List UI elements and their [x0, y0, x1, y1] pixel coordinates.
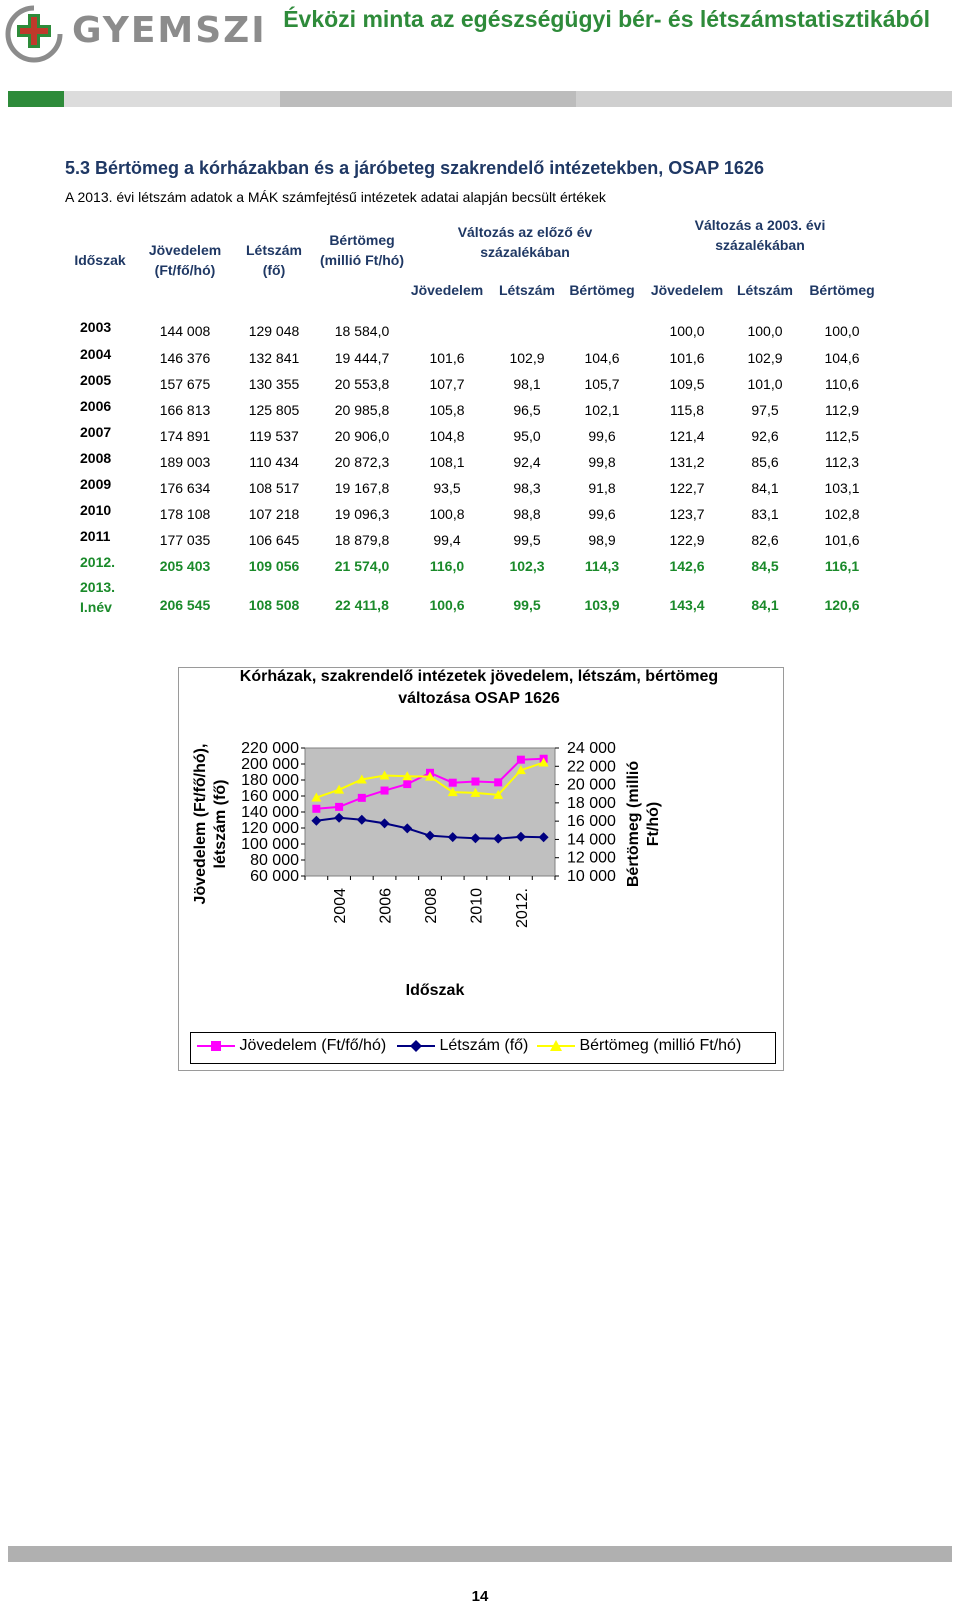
cell-inc: 146 376: [159, 350, 211, 366]
section-subtitle: A 2013. évi létszám adatok a MÁK számfejtésű intézetek adatai alapján becsült értékek: [65, 189, 606, 205]
cell-period: 2012.: [80, 554, 116, 570]
legend-item-payroll: [537, 1037, 741, 1055]
chart-frame: [178, 667, 784, 1071]
y-tick-label: 60 000: [250, 868, 299, 885]
cell-p3: 103,9: [584, 597, 620, 613]
y-tick-label: 80 000: [250, 852, 299, 869]
x-tick-label: 2004: [332, 888, 350, 924]
cell-pay: 20 906,0: [334, 428, 390, 444]
cell-b3: 101,6: [824, 532, 860, 548]
cell-p2: 99,5: [513, 597, 541, 613]
page-header-title: Évközi minta az egészségügyi bér- és létszámstatisztikából: [283, 6, 930, 32]
cell-period: 2007: [80, 424, 112, 440]
cell-inc: 166 813: [159, 402, 211, 418]
page-number: 14: [471, 1588, 489, 1605]
logo-text: GYEMSZI: [72, 10, 267, 51]
cell-b1: 109,5: [669, 376, 705, 392]
y2-tick-label: 12 000: [567, 849, 616, 867]
cell-p2: 98,3: [513, 480, 541, 496]
y2-tick-label: 10 000: [567, 868, 616, 885]
cell-b2: 92,6: [751, 428, 779, 444]
col-header-period: Időszak: [74, 252, 126, 268]
sub-header-base-income: Jövedelem: [650, 282, 724, 298]
cell-p3: 98,9: [588, 532, 616, 548]
cell-b2: 84,1: [751, 597, 779, 613]
legend-item-income: [197, 1037, 386, 1055]
legend-headcount-icon: [397, 1038, 435, 1054]
col-header-income: Jövedelem (Ft/fő/hó): [148, 242, 222, 278]
cell-b3: 112,5: [825, 428, 859, 444]
legend-income-label: Jövedelem (Ft/fő/hó): [239, 1037, 387, 1054]
chart-legend: [190, 1032, 776, 1064]
chart-y-axis-label: Jövedelem (Ft/fő/hó), létszám (fő): [192, 743, 229, 905]
cell-pay: 22 411,8: [335, 597, 389, 613]
sub-header-payroll: Bértömeg: [569, 282, 635, 298]
cell-inc: 144 008: [159, 323, 211, 339]
chart-title-text: Kórházak, szakrendelő intézetek jövedelem, létszám, bértömeg változása OSAP 1626: [239, 668, 719, 707]
legend-headcount-label: Létszám (fő): [439, 1037, 529, 1054]
cell-p1: 101,6: [429, 350, 465, 366]
cell-period: 2013. I.név: [80, 579, 116, 615]
cell-p3: 91,8: [588, 480, 616, 496]
cell-inc: 205 403: [159, 558, 211, 574]
cell-head: 129 048: [248, 323, 300, 339]
cell-p3: 102,1: [584, 402, 620, 418]
group-header-prev-year: Változás az előző év százalékában: [457, 224, 593, 260]
cell-head: 108 517: [248, 480, 300, 496]
chart-y2-axis-label: Bértömeg (millió Ft/hó): [625, 760, 662, 888]
cell-b3: 103,1: [824, 480, 860, 496]
cell-head: 125 805: [248, 402, 300, 418]
cell-b3: 112,9: [825, 402, 859, 418]
cell-period: 2010: [80, 502, 112, 518]
cell-b2: 101,0: [747, 376, 783, 392]
y-tick-label: 120 000: [241, 820, 299, 837]
cell-inc: 176 634: [159, 480, 211, 496]
y2-tick-label: 18 000: [567, 794, 616, 812]
cell-b1: 142,6: [669, 558, 705, 574]
cell-pay: 19 167,8: [334, 480, 390, 496]
legend-item-headcount: [397, 1037, 528, 1055]
cell-p1: 108,1: [429, 454, 465, 470]
footer-band: [8, 1546, 952, 1562]
cell-b1: 121,4: [669, 428, 705, 444]
sub-header-base-headcount: Létszám: [736, 282, 794, 298]
cell-p1: 107,7: [429, 376, 465, 392]
cell-period: 2005: [80, 372, 112, 388]
cell-b1: 101,6: [669, 350, 705, 366]
cell-head: 110 434: [249, 454, 299, 470]
cell-inc: 206 545: [159, 597, 211, 613]
cell-inc: 157 675: [159, 376, 211, 392]
sub-header-base-payroll: Bértömeg: [809, 282, 875, 298]
cell-p2: 92,4: [513, 454, 541, 470]
cell-p2: 102,9: [509, 350, 545, 366]
cell-b3: 110,6: [825, 376, 859, 392]
y2-tick-label: 24 000: [567, 740, 616, 757]
cell-pay: 19 444,7: [334, 350, 390, 366]
cell-pay: 18 584,0: [334, 323, 390, 339]
cell-head: 108 508: [248, 597, 300, 613]
legend-payroll-icon: [537, 1038, 575, 1054]
cell-b3: 102,8: [824, 506, 860, 522]
cell-p1: 100,8: [429, 506, 465, 522]
chart-x-axis-label: Időszak: [405, 982, 465, 999]
cell-p2: 102,3: [509, 558, 545, 574]
cell-p2: 99,5: [513, 532, 541, 548]
y2-tick-label: 16 000: [567, 813, 616, 831]
cell-p2: 98,8: [513, 506, 541, 522]
cell-b1: 122,9: [669, 532, 705, 548]
cell-pay: 20 872,3: [334, 454, 390, 470]
cell-b2: 84,5: [751, 558, 779, 574]
cell-head: 107 218: [248, 506, 300, 522]
y-tick-label: 100 000: [241, 836, 299, 853]
cell-p3: 99,8: [588, 454, 616, 470]
cell-head: 109 056: [248, 558, 300, 574]
cell-b1: 131,2: [669, 454, 705, 470]
x-tick-label: 2006: [377, 888, 395, 924]
cell-b2: 85,6: [751, 454, 779, 470]
section-title: 5.3 Bértömeg a kórházakban és a járóbeteg szakrendelő intézetekben, OSAP 1626: [65, 158, 764, 178]
cell-pay: 19 096,3: [334, 506, 390, 522]
group-header-base-year: Változás a 2003. évi százalékában: [694, 217, 826, 253]
cell-p1: 105,8: [429, 402, 465, 418]
cell-head: 106 645: [248, 532, 300, 548]
cell-period: 2003: [80, 319, 112, 335]
header-band: [8, 91, 952, 107]
cell-b2: 102,9: [747, 350, 783, 366]
cell-p1: 116,0: [429, 558, 465, 574]
cell-b2: 83,1: [751, 506, 779, 522]
y-tick-label: 200 000: [241, 756, 299, 773]
cell-p3: 99,6: [588, 506, 616, 522]
cell-b2: 82,6: [751, 532, 779, 548]
cell-head: 130 355: [248, 376, 300, 392]
cell-period: 2004: [80, 346, 112, 362]
x-tick-label: 2008: [423, 888, 440, 924]
cell-p1: 99,4: [433, 532, 461, 548]
x-tick-label: 2010: [468, 888, 486, 924]
cell-b1: 122,7: [669, 480, 705, 496]
col-header-payroll: Bértömeg (millió Ft/hó): [320, 232, 404, 268]
cell-period: 2006: [80, 398, 112, 414]
cell-period: 2011: [80, 528, 111, 544]
cell-inc: 178 108: [159, 506, 211, 522]
cell-p1: 93,5: [433, 480, 461, 496]
logo-cross-icon: [4, 4, 64, 64]
logo: [4, 4, 304, 66]
cell-b1: 115,8: [670, 402, 704, 418]
y-tick-label: 160 000: [241, 788, 299, 805]
cell-p3: 114,3: [584, 558, 620, 574]
chart-title: [239, 666, 719, 710]
cell-b1: 100,0: [669, 323, 705, 339]
y-tick-label: 220 000: [241, 740, 299, 757]
cell-pay: 18 879,8: [334, 532, 390, 548]
cell-b2: 84,1: [751, 480, 779, 496]
cell-b3: 120,6: [824, 597, 860, 613]
legend-income-icon: [197, 1038, 235, 1054]
cell-inc: 174 891: [159, 428, 211, 444]
cell-pay: 20 985,8: [334, 402, 390, 418]
cell-b1: 143,4: [669, 597, 705, 613]
cell-b3: 116,1: [824, 558, 860, 574]
cell-p3: 105,7: [584, 376, 620, 392]
cell-head: 119 537: [249, 428, 299, 444]
cell-pay: 21 574,0: [334, 558, 390, 574]
y2-tick-label: 20 000: [567, 776, 616, 794]
cell-p2: 95,0: [513, 428, 541, 444]
y-tick-label: 140 000: [241, 804, 299, 821]
cell-b2: 97,5: [751, 402, 779, 418]
sub-header-income: Jövedelem: [410, 282, 484, 298]
cell-inc: 177 035: [159, 532, 211, 548]
cell-p1: 104,8: [429, 428, 465, 444]
cell-p1: 100,6: [429, 597, 465, 613]
legend-payroll-label: Bértömeg (millió Ft/hó): [579, 1037, 742, 1054]
x-tick-label: 2012.: [513, 888, 531, 929]
cell-b3: 112,3: [825, 454, 859, 470]
col-header-headcount: Létszám (fő): [245, 242, 303, 278]
cell-inc: 189 003: [159, 454, 211, 470]
cell-b1: 123,7: [669, 506, 705, 522]
y-tick-label: 180 000: [241, 772, 299, 789]
y2-tick-label: 22 000: [567, 758, 616, 776]
cell-head: 132 841: [248, 350, 300, 366]
cell-pay: 20 553,8: [334, 376, 390, 392]
cell-period: 2009: [80, 476, 112, 492]
sub-header-headcount: Létszám: [498, 282, 556, 298]
cell-p2: 96,5: [513, 402, 541, 418]
cell-p3: 99,6: [588, 428, 616, 444]
cell-b3: 100,0: [824, 323, 860, 339]
cell-b2: 100,0: [747, 323, 783, 339]
cell-b3: 104,6: [824, 350, 860, 366]
cell-period: 2008: [80, 450, 112, 466]
y2-tick-label: 14 000: [567, 831, 616, 849]
cell-p3: 104,6: [584, 350, 620, 366]
cell-p2: 98,1: [513, 376, 541, 392]
